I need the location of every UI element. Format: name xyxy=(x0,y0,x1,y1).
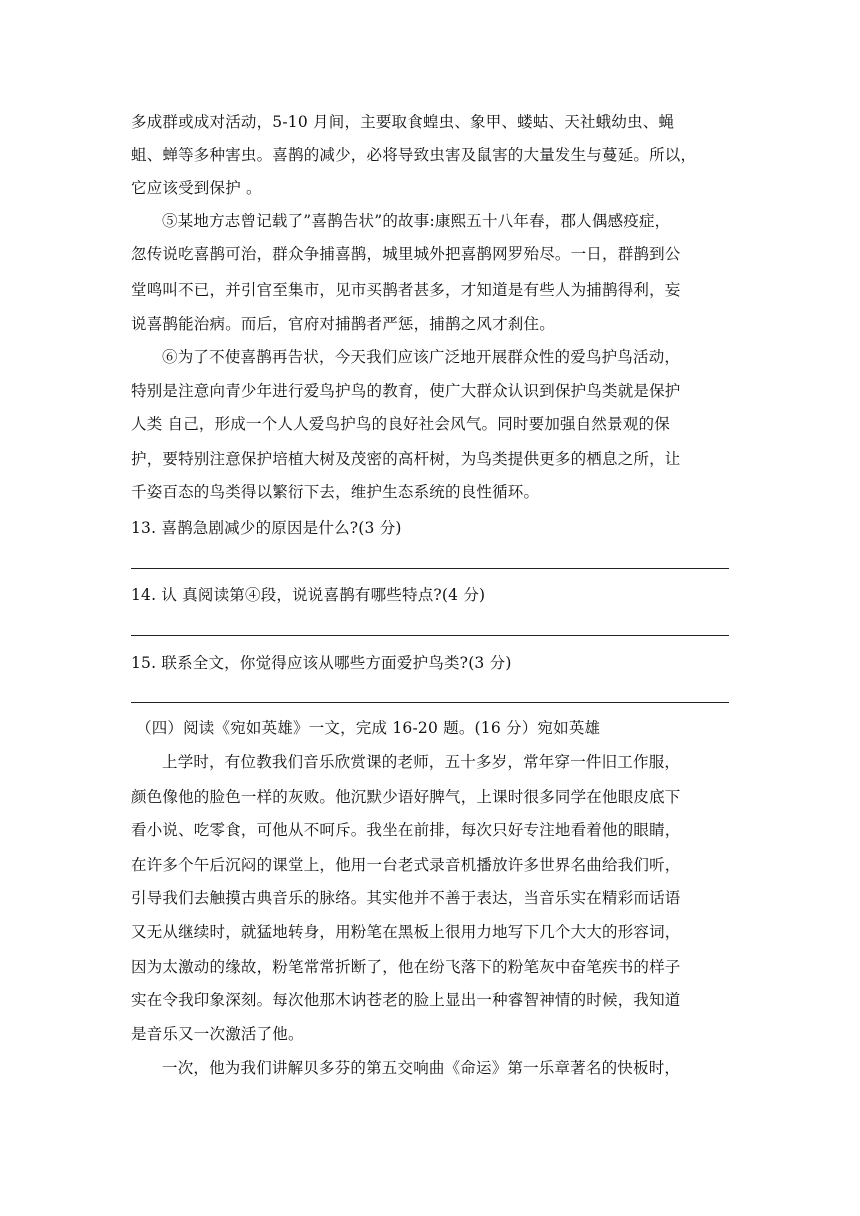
story-para-1-line-3: 看小说、吃零食，可他从不呵斥。我坐在前排，每次只好专注地看着他的眼睛， xyxy=(131,821,681,839)
section-4-heading: （四）阅读《宛如英雄》一文，完成 16-20 题。(16 分）宛如英雄 xyxy=(136,719,601,737)
story-para-1-line-8: 实在令我印象深刻。每次他那木讷苍老的脸上显出一种睿智神情的时候，我知道 xyxy=(131,991,681,1009)
paragraph-6-line-5: 千姿百态的鸟类得以繁衍下去，维护生态系统的良性循环。 xyxy=(131,483,540,501)
question-13: 13. 喜鹊急剧减少的原因是什么?(3 分) xyxy=(131,519,402,537)
story-para-1-line-9: 是音乐又一次激活了他。 xyxy=(131,1025,304,1043)
answer-line-14 xyxy=(131,635,729,636)
story-para-1-line-7: 因为太激动的缘故，粉笔常常折断了，他在纷飞落下的粉笔灰中奋笔疾书的样子 xyxy=(131,958,681,976)
story-para-1-line-1: 上学时，有位教我们音乐欣赏课的老师，五十多岁，常年穿一件旧工作服， xyxy=(162,753,681,771)
story-para-1-line-5: 引导我们去触摸古典音乐的脉络。其实他并不善于表达，当音乐实在精彩而话语 xyxy=(131,889,681,907)
answer-line-15 xyxy=(131,702,729,703)
paragraph-5-line-3: 堂鸣叫不已，并引官至集市，见市买鹊者甚多，才知道是有些人为捕鹊得利，妄 xyxy=(131,281,681,299)
paragraph-4-line-2: 蛆、蝉等多种害虫。喜鹊的减少，必将导致虫害及鼠害的大量发生与蔓延。所以， xyxy=(131,146,697,164)
story-para-1-line-6: 又无从继续时，就猛地转身，用粉笔在黑板上很用力地写下几个大大的形容词， xyxy=(131,923,681,941)
story-para-1-line-2: 颜色像他的脸色一样的灰败。他沉默少语好脾气，上课时很多同学在他眼皮底下 xyxy=(131,788,681,806)
paragraph-4-line-1: 多成群或成对活动，5-10 月间，主要取食蝗虫、象甲、蝼蛄、天社蛾幼虫、蝇 xyxy=(131,113,675,131)
answer-line-13 xyxy=(131,568,729,569)
question-15: 15. 联系全文，你觉得应该从哪些方面爱护鸟类?(3 分) xyxy=(131,654,512,672)
paragraph-4-line-3: 它应该受到保护 。 xyxy=(131,179,262,197)
paragraph-6-line-4: 护，要特别注意保护培植大树及茂密的高杆树，为鸟类提供更多的栖息之所，让 xyxy=(131,450,681,468)
paragraph-5-line-2: 忽传说吃喜鹊可治，群众争捕喜鹊，城里城外把喜鹊网罗殆尽。一日，群鹊到公 xyxy=(131,245,681,263)
story-para-1-line-4: 在许多个午后沉闷的课堂上，他用一台老式录音机播放许多世界名曲给我们听， xyxy=(131,856,681,874)
paragraph-6-line-3: 人类 自己，形成一个人人爱鸟护鸟的良好社会风气。同时要加强自然景观的保 xyxy=(131,415,670,433)
question-14: 14. 认 真阅读第④段，说说喜鹊有哪些特点?(4 分) xyxy=(131,586,486,604)
paragraph-6-line-1: ⑥为了不使喜鹊再告状，今天我们应该广泛地开展群众性的爱鸟护鸟活动， xyxy=(162,348,681,366)
paragraph-5-line-4: 说喜鹊能治病。而后，官府对捕鹊者严惩，捕鹊之风才刹住。 xyxy=(131,315,555,333)
paragraph-6-line-2: 特别是注意向青少年进行爱鸟护鸟的教育，使广大群众认识到保护鸟类就是保护 xyxy=(131,382,681,400)
story-para-2-line-1: 一次，他为我们讲解贝多芬的第五交响曲《命运》第一乐章著名的快板时， xyxy=(162,1059,681,1077)
paragraph-5-line-1: ⑤某地方志曾记载了”喜鹊告状”的故事:康熙五十八年春，郡人偶感疫症， xyxy=(162,212,671,230)
